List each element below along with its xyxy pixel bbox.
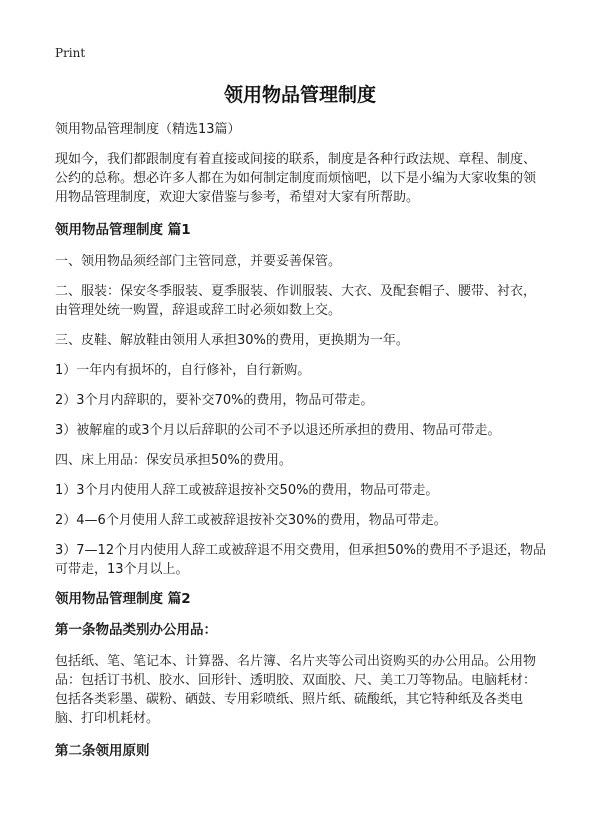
paragraph: 二、服装：保安冬季服装、夏季服装、作训服装、大衣、及配套帽子、腰带、衬衣，由管理处统一购置，辞退或辞工时必须如数上交。: [55, 284, 537, 318]
document-title: 领用物品管理制度: [223, 84, 376, 106]
paragraph: 2）3个月内辞职的，要补交70%的费用，物品可带走。: [55, 393, 374, 408]
intro-paragraph: 现如今，我们都跟制度有着直接或间接的联系，制度是各种行政法规、章程、制度、公约的总称。想必许多人都在为如何制定制度而烦恼吧，以下是小编为大家收集的领用物品管理制度，欢迎大家借鉴与参考，希望对大家有所帮助。: [55, 152, 537, 205]
article-heading: 第二条领用原则: [55, 743, 150, 759]
paragraph: 一、领用物品须经部门主管同意，并要妥善保管。: [55, 254, 342, 269]
paragraph: 3）被解雇的或3个月以后辞职的公司不予以退还所承担的费用、物品可带走。: [55, 423, 501, 438]
article-heading: 第一条物品类别办公用品：: [55, 622, 217, 638]
paragraph: 包括纸、笔、笔记本、计算器、名片簿、名片夹等公司出资购买的办公用品。公用物品：包括订书机、胶水、回形针、透明胶、双面胶、尺、美工刀等物品。电脑耗材：包括各类彩墨、碳粉、硒鼓、专用彩喷纸、照片纸、硫酸纸，其它特种纸及各类电脑、打印机耗材。: [55, 654, 537, 726]
document-subtitle: 领用物品管理制度（精选13篇）: [55, 122, 241, 137]
paragraph: 四、床上用品：保安员承担50%的费用。: [55, 453, 292, 468]
document-body: [55, 120, 548, 773]
paragraph: 1）一年内有损坏的，自行修补，自行新购。: [55, 363, 311, 378]
paragraph: 2）4—6个月使用人辞工或被辞退按补交30%的费用，物品可带走。: [55, 513, 447, 528]
section-heading: 领用物品管理制度 篇1: [55, 222, 191, 238]
paragraph: 3）7—12个月内使用人辞工或被辞退不用交费用，但承担50%的费用不予退还，物品可带走，13个月以上。: [55, 543, 546, 577]
paragraph: 1）3个月内使用人辞工或被辞退按补交50%的费用，物品可带走。: [55, 483, 439, 498]
section-heading: 领用物品管理制度 篇2: [55, 591, 191, 607]
print-link[interactable]: Print: [55, 46, 86, 60]
paragraph: 三、皮鞋、解放鞋由领用人承担30%的费用，更换期为一年。: [55, 333, 409, 348]
